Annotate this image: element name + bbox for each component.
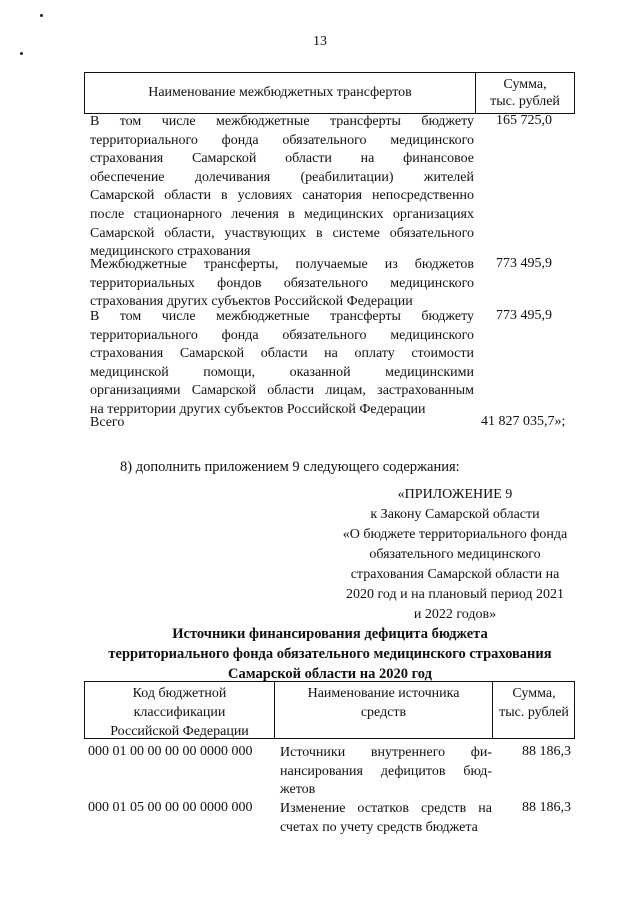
source-name: Изменение остатков средств на счетах по учету средств бюджета [280,801,492,835]
transfer-row-sum: 773 495,9 [496,308,552,323]
column-header-code: Код бюджетной классификации Российской Федерации [110,686,249,739]
column-header-sum: Сумма, тыс. рублей [499,686,569,720]
column-header-sum: Сумма, тыс. рублей [490,77,560,109]
transfer-total-sum: 41 827 035,7»; [481,414,566,429]
transfer-row-description: Межбюджетные трансферты, получаемые из бюджетов территориальных фондов обязательного медицинского страхования других субъектов Российской Федерации [90,257,474,310]
column-header-name: Наименование межбюджетных трансфертов [148,85,412,100]
source-name: Источники внутреннего фи- нансирования дефицитов бюд- жетов [280,745,492,798]
amendment-text: 8) дополнить приложением 9 следующего содержания: [120,459,460,475]
transfer-total-label: Всего [90,415,125,430]
sources-table-header [84,681,575,739]
transfer-row-description: В том числе межбюджетные трансферты бюджету территориального фонда обязательного медицинского страхования Самарской области на финансовое обеспечение долечивания (реабилитации) жителей Самарской области в условиях санатория непосредственно после стационарного лечения в медицинских организациях Самарской области, участвующих в системе обязательного медицинского страхования [90,114,474,260]
transfers-table-header [84,72,575,114]
transfer-row-description: В том числе межбюджетные трансферты бюджету территориального фонда обязательного медицинского страхования Самарской области на оплату стоимости медицинской помощи, оказанной медицинскими организациями Самарской области лицам, застрахованным на территории других субъектов Российской Федерации [90,309,474,417]
transfer-row-sum: 773 495,9 [496,256,552,271]
appendix-heading: «ПРИЛОЖЕНИЕ 9 к Закону Самарской области «О бюджете территориального фонда обязательного медицинского страхования Самарской области на 2020 год и на плановый период 2021 и 2022 годов» [342,487,568,622]
source-sum: 88 186,3 [522,800,571,815]
source-sum: 88 186,3 [522,744,571,759]
transfer-row-sum: 165 725,0 [496,113,552,128]
budget-classification-code: 000 01 05 00 00 00 0000 000 [88,800,253,815]
page-number: 13 [313,34,327,49]
document-title: Источники финансирования дефицита бюджета территориального фонда обязательного медицинского страхования Самарской области на 2020 год [108,626,552,682]
budget-classification-code: 000 01 00 00 00 00 0000 000 [88,744,253,759]
column-header-source-name: Наименование источника средств [307,686,460,720]
scan-speck [20,52,23,55]
scan-speck [40,14,43,17]
